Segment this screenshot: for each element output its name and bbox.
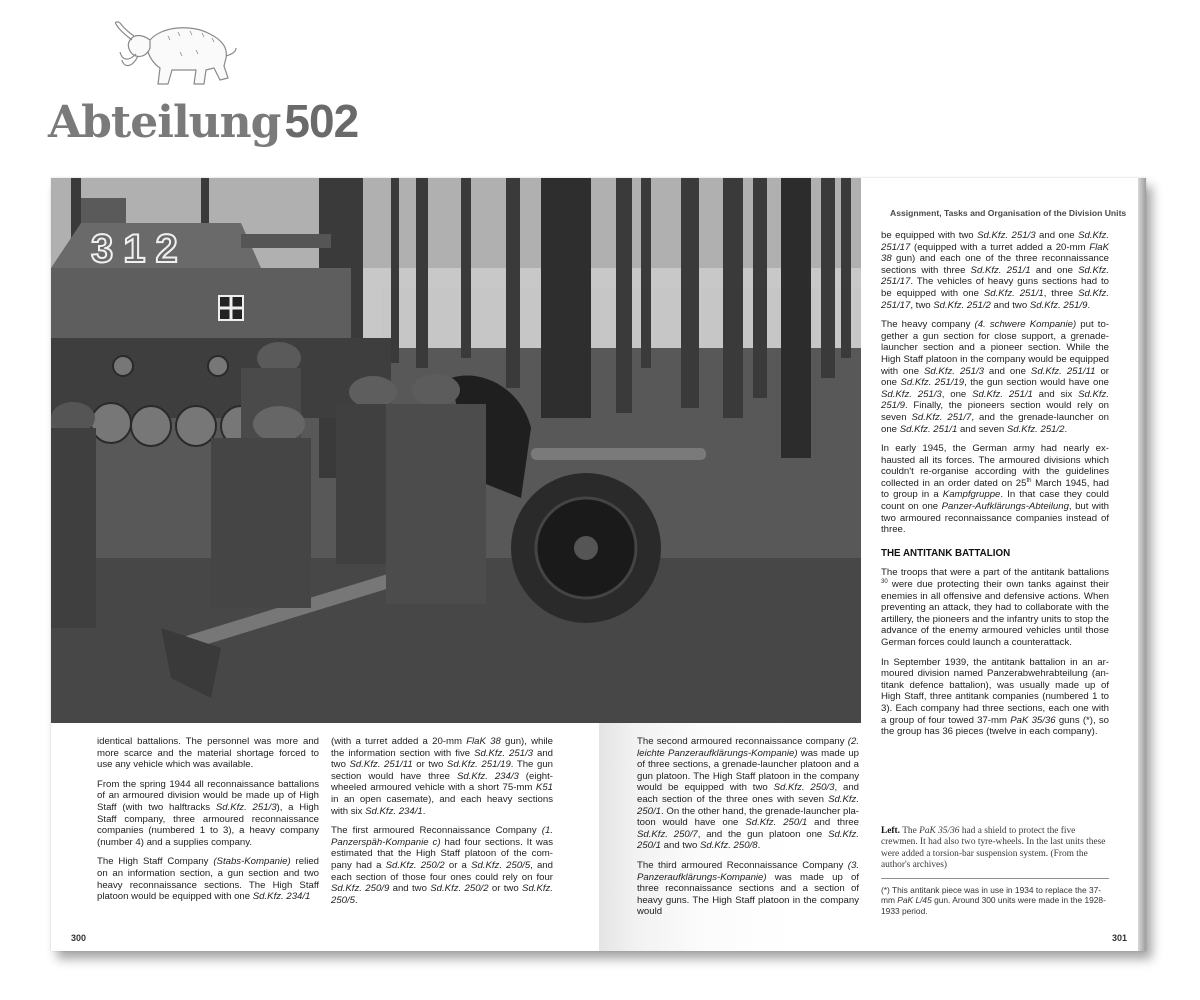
page-edge	[1138, 178, 1146, 951]
paragraph: The heavy company (4. schwere Kompanie) put together a gun section for close support, a grenade-launcher section and a pioneer section. While the High Staff platoon in the company would be equipped with one Sd.Kfz. 251/3 and one Sd.Kfz. 251/11 or one Sd.Kfz. 251/19, the gun section would have one Sd.Kfz. 251/3, one Sd.Kfz. 251/1 and six Sd.Kfz. 251/9. Finally, the pioneers section would rely on seven Sd.Kfz. 251/7, and the grenade-launcher on one Sd.Kfz. 251/1 and seven Sd.Kfz. 251/2.	[881, 319, 1110, 435]
paragraph: (with a turret added a 20-mm FlaK 38 gun), while the information section with five Sd.Kfz. 251/3 and two Sd.Kfz. 251/11 or two Sd.Kfz. 251/19. The gun section would have three Sd.Kfz. 234/3 (eight-wheeled armoured vehicle with a short 75-mm K51 in an open casemate), and each heavy sections with six Sd.Kfz. 234/1.	[331, 736, 553, 817]
paragraph: In September 1939, the antitank battalion in an armoured division named Panzerabwehrabteilung (antitank defence battalion), was usually made up of High Staff, three antitank companies (numbered 1 to 3). Each company had three sections, each one with a group of four towed 37-mm PaK 35/36 guns (*), so the group has 36 pieces (twelve in each company).	[881, 656, 1109, 738]
book-spread	[51, 178, 1146, 951]
page-number-right: 301	[1112, 933, 1128, 943]
paragraph: identical battalions. The personnel was more and more scarce and the material shortage forced to use any vehicle which was available.	[97, 736, 319, 771]
section-heading: THE ANTITANK BATTALION	[881, 547, 1011, 559]
logo-number: 502	[284, 95, 359, 147]
left-page-column-2	[331, 736, 553, 914]
running-head: Assignment, Tasks and Organisation of the Division Units	[890, 208, 1127, 218]
photo-caption: Left. The PaK 35/36 had a shield to protect the five crewmen. It had also two tyre-wheels. In the last units these were added a torsion-bar suspension system. (From the author's archives)	[881, 826, 1106, 871]
paragraph: The High Staff Company (Stabs-Kompanie) relied on an information section, a gun section and two heavy reconnaissance sections. The High Staff platoon would be equipped with one Sd.Kfz. 234/1	[97, 856, 319, 903]
right-page-column-2	[881, 230, 1109, 746]
photo-antitank-gun-crew	[51, 178, 861, 723]
abteilung-502-logo	[48, 18, 359, 153]
caption-divider	[881, 878, 1109, 879]
logo-wordmark-text: Abteilung	[48, 97, 281, 148]
paragraph: The troops that were a part of the antitank battalions $^{30}$ were due protecting their own tanks against their enemies in all offensive and defensive actions. When preventing an attack, they had to collaborate with the artillery, the pioneers and the infantry units to stop the advance of the enemy armoured vehicles until those German forces could launch a counterattack.	[881, 567, 1109, 648]
left-page-column-1	[97, 736, 319, 911]
paragraph: From the spring 1944 all reconnaissance battalions of an armoured division would be made up of High Staff (with two halftracks Sd.Kfz. 251/3), a High Staff company, three armoured reconnaissance companies (numbered 1 to 3), a heavy company (number 4) and a supplies company.	[97, 778, 319, 848]
right-page-column-1	[637, 736, 859, 926]
paragraph: be equipped with two Sd.Kfz. 251/3 and one Sd.Kfz. 251/17 (equipped with a turret added a 20-mm FlaK 38 gun) and each one of the three reconnaissance sections with three Sd.Kfz. 251/1 and one Sd.Kfz. 251/17. The vehicles of heavy guns sections had to be equipped with one Sd.Kfz. 251/1, three Sd.Kfz. 251/17, two Sd.Kfz. 251/2 and two Sd.Kfz. 251/9.	[881, 230, 1109, 311]
paragraph: The second armoured reconnaissance company (2. leichte Panzeraufklärungs-Kompanie) was made up of three sections, a grenade-launcher platoon and a gun platoon. The High Staff platoon in the company would be equipped with two Sd.Kfz. 250/3, and each section of the three ones with seven Sd.Kfz. 250/1. On the other hand, the grenade-launcher platoon would have one Sd.Kfz. 250/1 and three Sd.Kfz. 250/7, and the gun platoon one Sd.Kfz. 250/1 and two Sd.Kfz. 250/8.	[637, 736, 860, 852]
paragraph: In early 1945, the German army had nearly exhausted all its forces. The armoured divisions which couldn't re-organise according with the guidelines collected in an order dated on 25th March 1945, had to group in a Kampfgruppe. In that case they could count on one Panzer-Aufklärungs-Abteilung, but with two armoured reconnaissance companies instead of three.	[881, 443, 1109, 536]
page-number-left: 300	[71, 933, 87, 943]
paragraph: The third armoured Reconnaissance Company (3. Panzeraufklärungs-Kompanie) was made up of three reconnaissance sections and a section of heavy guns. The High Staff platoon in the company would	[637, 859, 859, 918]
photo-illustration	[51, 178, 861, 723]
paragraph: The first armoured Reconnaissance Company (1. Panzerspäh-Kompanie c) had four sections. It was estimated that the High Staff platoon of the company had a Sd.Kfz. 250/2 or a Sd.Kfz. 250/5, and each section of those four ones could rely on four Sd.Kfz. 250/9 and two Sd.Kfz. 250/2 or two Sd.Kfz. 250/5.	[331, 825, 553, 906]
logo-wordmark	[48, 96, 358, 148]
caption-label: Left.	[881, 826, 901, 836]
tank-marking: 312	[91, 227, 188, 271]
mammoth-icon	[110, 18, 240, 93]
footnote: (*) This antitank piece was in use in 1934 to replace the 37-mm PaK L/45 gun. Around 300 units were made in the 1928-1933 period.	[881, 885, 1106, 916]
